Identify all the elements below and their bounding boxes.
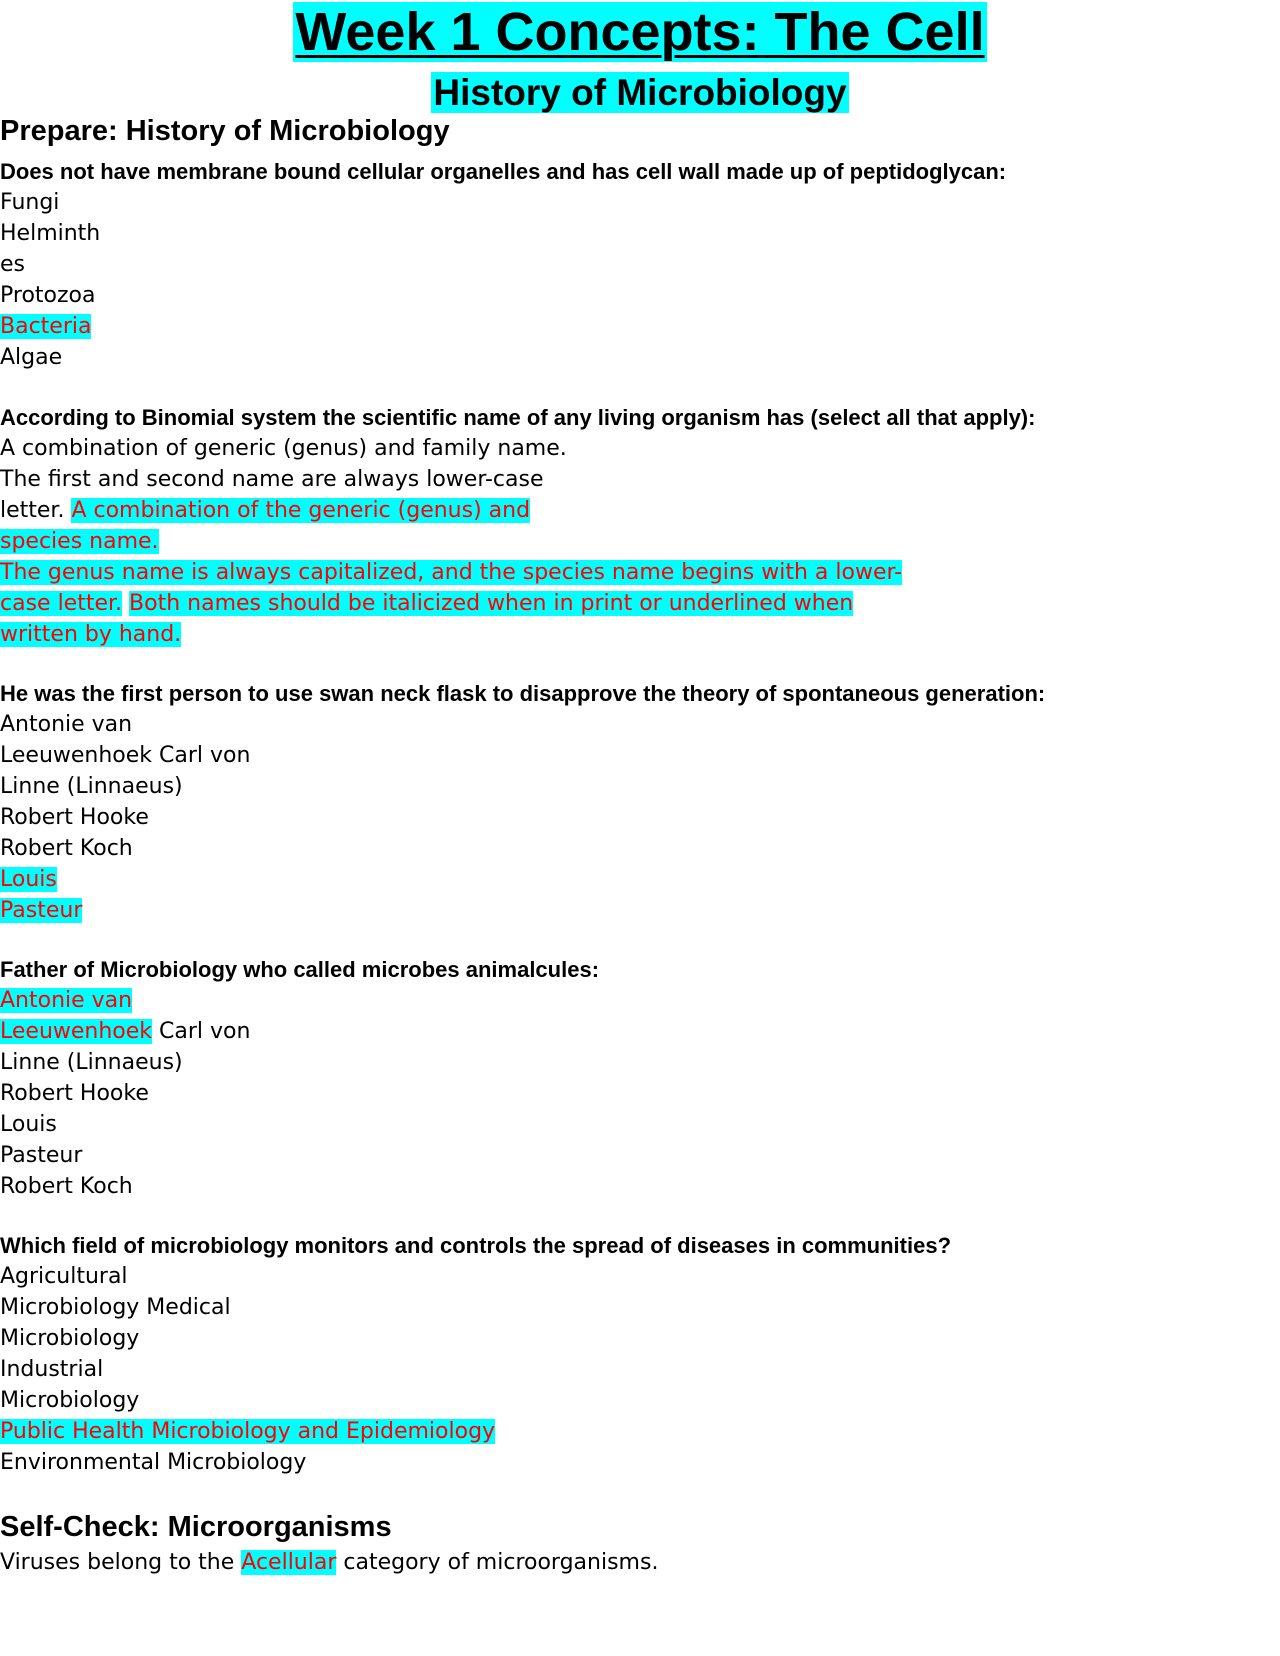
q4-line-5: Louis xyxy=(0,1112,57,1137)
q4-line-2: Leeuwenhoek Carl von xyxy=(0,1019,251,1044)
q2-answer-italicized: Both names should be italicized when in print or underlined when xyxy=(129,591,854,616)
q3-line-3: Linne (Linnaeus) xyxy=(0,774,183,799)
q1-answer-bacteria: Bacteria xyxy=(0,314,92,339)
document-title: Week 1 Concepts: The Cell xyxy=(295,2,985,62)
question-5: Which field of microbiology monitors and controls the spread of diseases in communities? xyxy=(0,1233,952,1258)
q4-line-6: Pasteur xyxy=(0,1143,83,1168)
q2-line-3: letter. A combination of the generic (genus) and xyxy=(0,498,531,523)
q5-line-2: Microbiology Medical xyxy=(0,1295,231,1320)
q2-line-6: case letter. Both names should be italicized when in print or underlined when xyxy=(0,591,854,616)
section-heading-prepare: Prepare: History of Microbiology xyxy=(0,115,450,147)
q2-answer-capitalized: The genus name is always capitalized, and the species name begins with a lower- xyxy=(0,560,903,585)
q2-option-2: The first and second name are always lower-case xyxy=(0,467,544,492)
q2-line-4: species name. xyxy=(0,529,159,554)
q5-line-3: Microbiology xyxy=(0,1326,140,1351)
q1-option-algae: Algae xyxy=(0,345,63,370)
q2-answer-genus-species: A combination of the generic (genus) and xyxy=(71,498,531,523)
q2-line-5 xyxy=(0,558,902,588)
q1-option-helminth-cont: es xyxy=(0,252,25,277)
q2-line-7: written by hand. xyxy=(0,622,182,647)
section-heading-self-check: Self-Check: Microorganisms xyxy=(0,1511,392,1543)
q3-line-5: Robert Koch xyxy=(0,836,133,861)
q1-option-helminth: Helminth xyxy=(0,221,101,246)
question-1: Does not have membrane bound cellular organelles and has cell wall made up of peptidoglycan: xyxy=(0,159,1007,184)
q5-line-1: Agricultural xyxy=(0,1264,128,1289)
q4-line-4: Robert Hooke xyxy=(0,1081,149,1106)
document-subtitle: History of Microbiology xyxy=(433,72,847,113)
q3-answer-louis: Louis xyxy=(0,867,57,892)
question-2: According to Binomial system the scientific name of any living organism has (select all that apply): xyxy=(0,405,1036,430)
q1-option-protozoa: Protozoa xyxy=(0,283,96,308)
q5-line-7: Environmental Microbiology xyxy=(0,1450,307,1475)
q3-line-2: Leeuwenhoek Carl von xyxy=(0,743,251,768)
q4-line-3: Linne (Linnaeus) xyxy=(0,1050,183,1075)
question-4: Father of Microbiology who called microbes animalcules: xyxy=(0,957,600,982)
self-check-sentence: Viruses belong to the Acellular category of microorganisms. xyxy=(0,1550,659,1575)
q4-answer-leeuwenhoek: Leeuwenhoek xyxy=(0,1019,153,1044)
q4-answer-antonie: Antonie van xyxy=(0,988,133,1013)
q2-option-1: A combination of generic (genus) and family name. xyxy=(0,436,567,461)
self-check-answer-acellular: Acellular xyxy=(241,1550,337,1575)
q5-line-4: Industrial xyxy=(0,1357,104,1382)
q3-line-4: Robert Hooke xyxy=(0,805,149,830)
q3-answer-pasteur: Pasteur xyxy=(0,898,83,923)
q5-line-5: Microbiology xyxy=(0,1388,140,1413)
q1-option-fungi: Fungi xyxy=(0,190,60,215)
q5-answer-public-health: Public Health Microbiology and Epidemiology xyxy=(0,1419,496,1444)
q3-line-1: Antonie van xyxy=(0,712,133,737)
question-3: He was the first person to use swan neck flask to disapprove the theory of spontaneous generation: xyxy=(0,681,1046,706)
q4-line-7: Robert Koch xyxy=(0,1174,133,1199)
